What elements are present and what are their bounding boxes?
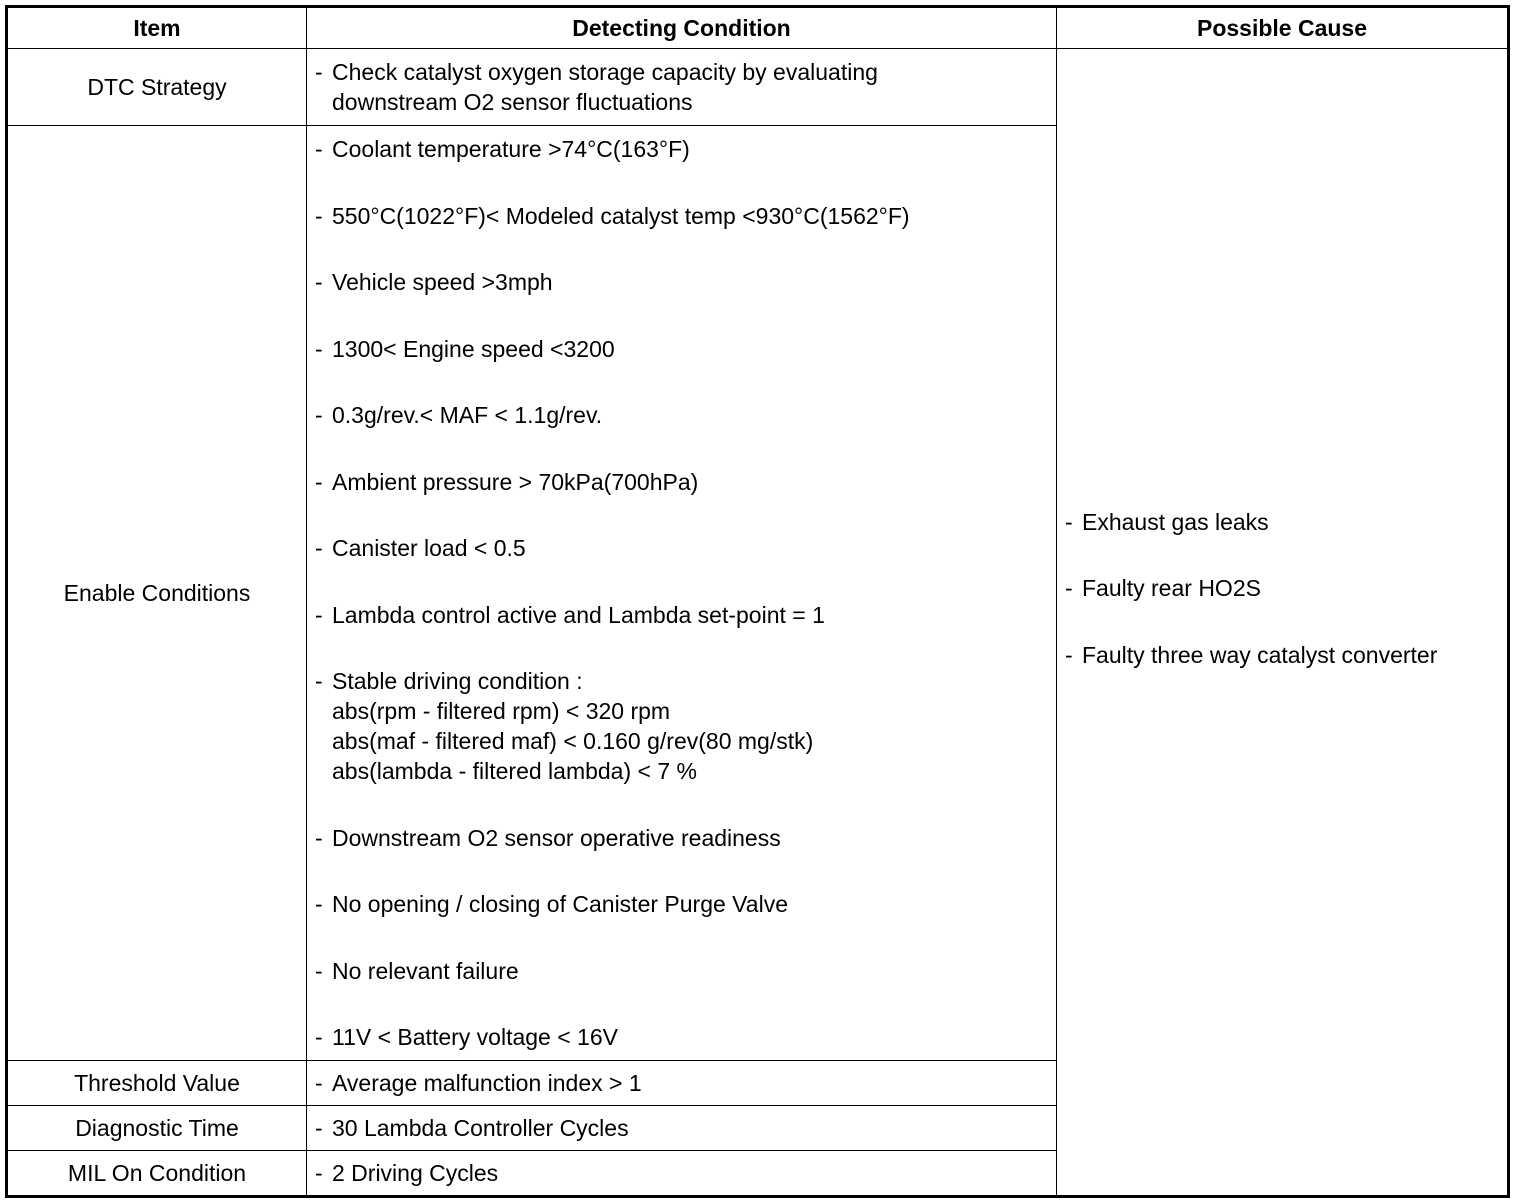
condition-text: 550°C(1022°F)< Modeled catalyst temp <930°C(1562°F) (332, 202, 910, 229)
possible-cause-cell (1057, 49, 1509, 1197)
condition-text: Stable driving condition : abs(rpm - filtered rpm) < 320 rpm abs(maf - filtered maf) < 0.160 g/rev(80 mg/stk) abs(lambda - filtered lambda) < 7 % (332, 668, 814, 784)
header-possible-cause: Possible Cause (1057, 7, 1509, 49)
dash-marker: - (315, 601, 323, 628)
dash-marker: - (1065, 508, 1073, 535)
dash-marker: - (315, 59, 323, 85)
condition-text: 30 Lambda Controller Cycles (332, 1115, 629, 1141)
condition-entry (315, 1113, 1048, 1143)
header-item: Item (7, 7, 307, 49)
row-dtc-strategy (7, 49, 1509, 126)
dash-marker: - (1065, 575, 1073, 601)
condition-text: Coolant temperature >74°C(163°F) (332, 136, 690, 162)
enable-entry-7 (315, 533, 1048, 563)
enable-entry-8 (315, 600, 1048, 630)
condition-text: Average malfunction index > 1 (332, 1070, 642, 1096)
dash-marker: - (315, 1160, 323, 1186)
enable-entry-3 (315, 267, 1048, 297)
enable-entry-4 (315, 334, 1048, 364)
condition-enable-conditions (307, 126, 1057, 1061)
enable-entry-10 (315, 823, 1048, 853)
condition-text: 11V < Battery voltage < 16V (332, 1024, 618, 1050)
enable-entry-6 (315, 467, 1048, 497)
item-threshold-value: Threshold Value (7, 1061, 307, 1106)
condition-entry (315, 57, 1048, 117)
condition-threshold-value (307, 1061, 1057, 1106)
condition-text: Canister load < 0.5 (332, 535, 526, 561)
cause-entry-3 (1065, 640, 1499, 670)
condition-text: No relevant failure (332, 957, 519, 984)
cause-text: Faulty rear HO2S (1082, 575, 1261, 601)
enable-entry-1 (315, 134, 1048, 164)
enable-entry-2 (315, 201, 1048, 231)
condition-text: No opening / closing of Canister Purge Valve (332, 891, 789, 917)
condition-entry (315, 1158, 1048, 1188)
dash-marker: - (315, 824, 323, 851)
condition-text: Vehicle speed >3mph (332, 269, 553, 295)
dash-marker: - (315, 1115, 323, 1141)
condition-dtc-strategy (307, 49, 1057, 126)
dash-marker: - (315, 468, 323, 495)
diagnostic-table (5, 5, 1510, 1198)
dash-marker: - (315, 269, 323, 295)
header-row (7, 7, 1509, 49)
cause-entry-1 (1065, 507, 1499, 537)
dash-marker: - (315, 402, 323, 428)
cause-text: Exhaust gas leaks (1082, 508, 1269, 535)
condition-text: Lambda control active and Lambda set-point = 1 (332, 601, 825, 628)
enable-conditions-list (315, 134, 1048, 1052)
item-dtc-strategy: DTC Strategy (7, 49, 307, 126)
condition-text: Ambient pressure > 70kPa(700hPa) (332, 468, 699, 495)
dash-marker: - (315, 957, 323, 984)
enable-entry-5 (315, 400, 1048, 430)
item-mil-on-condition: MIL On Condition (7, 1151, 307, 1197)
condition-text: 1300< Engine speed <3200 (332, 335, 615, 362)
dash-marker: - (315, 668, 323, 694)
condition-text: 0.3g/rev.< MAF < 1.1g/rev. (332, 402, 603, 428)
enable-entry-11 (315, 889, 1048, 919)
dash-marker: - (315, 535, 323, 561)
dash-marker: - (315, 136, 323, 162)
enable-entry-12 (315, 956, 1048, 986)
dash-marker: - (315, 1070, 323, 1096)
condition-diagnostic-time (307, 1106, 1057, 1151)
header-detecting-condition: Detecting Condition (307, 7, 1057, 49)
condition-text: Downstream O2 sensor operative readiness (332, 824, 781, 851)
dash-marker: - (315, 1024, 323, 1050)
item-enable-conditions: Enable Conditions (7, 126, 307, 1061)
condition-text: Check catalyst oxygen storage capacity by evaluating downstream O2 sensor fluctuations (332, 59, 878, 115)
condition-text: 2 Driving Cycles (332, 1160, 499, 1186)
condition-entry (315, 1068, 1048, 1098)
item-diagnostic-time: Diagnostic Time (7, 1106, 307, 1151)
dash-marker: - (315, 202, 323, 229)
dash-marker: - (315, 891, 323, 917)
enable-entry-13 (315, 1022, 1048, 1052)
dash-marker: - (315, 335, 323, 362)
possible-cause-list (1065, 507, 1499, 670)
dash-marker: - (1065, 641, 1073, 668)
condition-mil-on-condition (307, 1151, 1057, 1197)
enable-entry-9 (315, 666, 1048, 786)
cause-text: Faulty three way catalyst converter (1082, 641, 1438, 668)
cause-entry-2 (1065, 573, 1499, 603)
